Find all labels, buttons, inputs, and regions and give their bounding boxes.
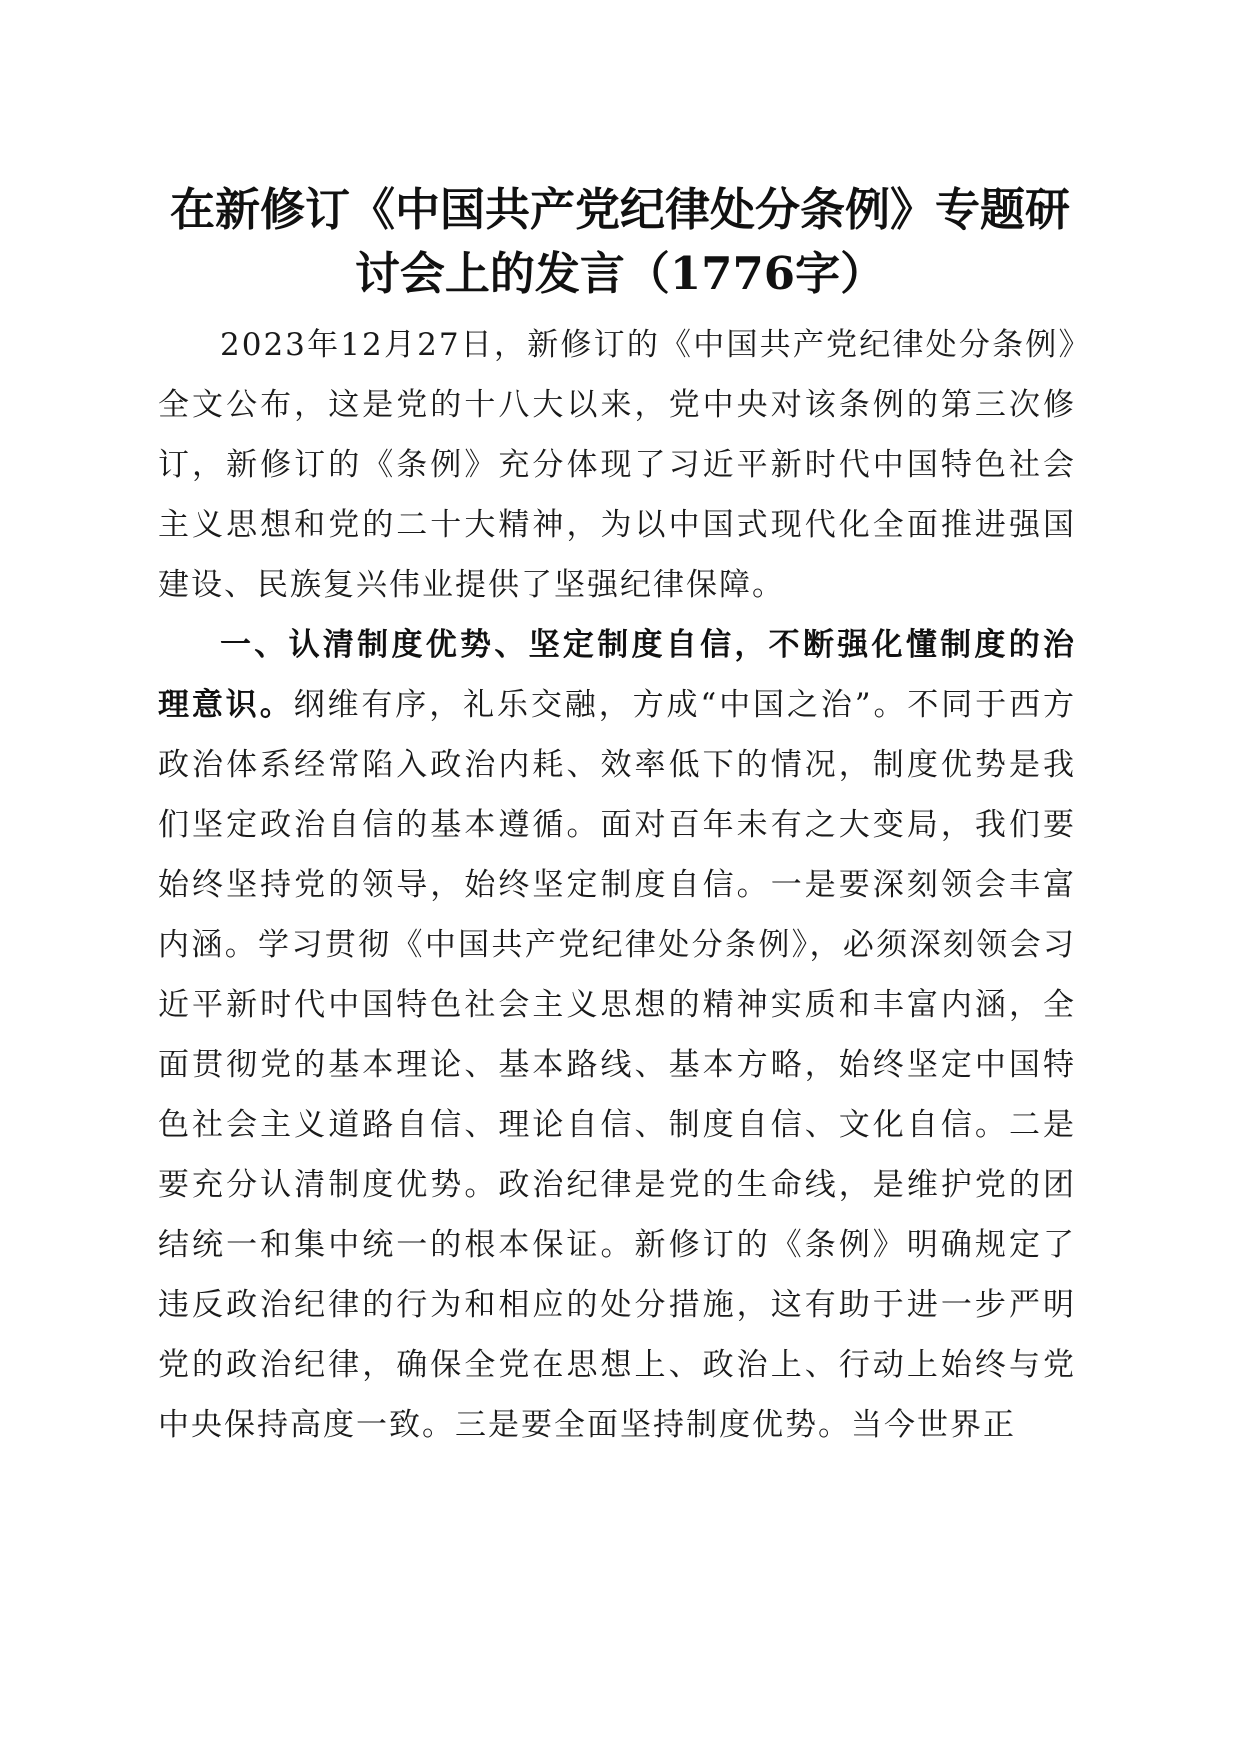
document-title: [140, 178, 1100, 306]
section-1-heading: 一、认清制度优势、坚定制度自信，不断强化懂制度的治理意识。: [158, 627, 1076, 723]
document-body: [158, 315, 1076, 1455]
intro-paragraph: 2023年12月27日，新修订的《中国共产党纪律处分条例》全文公布，这是党的十八大以来，党中央对该条例的第三次修订，新修订的《条例》充分体现了习近平新时代中国特色社会主义思想和党的二十大精神，为以中国式现代化全面推进强国建设、民族复兴伟业提供了坚强纪律保障。: [158, 327, 1076, 603]
section-1-paragraph: [158, 615, 1076, 1455]
section-1-body: 纲维有序，礼乐交融，方成“中国之治”。不同于西方政治体系经常陷入政治内耗、效率低下的情况，制度优势是我们坚定政治自信的基本遵循。面对百年未有之大变局，我们要始终坚持党的领导，始终坚定制度自信。一是要深刻领会丰富内涵。学习贯彻《中国共产党纪律处分条例》，必须深刻领会习近平新时代中国特色社会主义思想的精神实质和丰富内涵，全面贯彻党的基本理论、基本路线、基本方略，始终坚定中国特色社会主义道路自信、理论自信、制度自信、文化自信。二是要充分认清制度优势。政治纪律是党的生命线，是维护党的团结统一和集中统一的根本保证。新修订的《条例》明确规定了违反政治纪律的行为和相应的处分措施，这有助于进一步严明党的政治纪律，确保全党在思想上、政治上、行动上始终与党中央保持高度一致。三是要全面坚持制度优势。当今世界正: [158, 687, 1077, 1443]
title-line-1: 在新修订《中国共产党纪律处分条例》专题研: [169, 183, 1070, 236]
title-line-2: 讨会上的发言（1776字）: [354, 247, 886, 300]
